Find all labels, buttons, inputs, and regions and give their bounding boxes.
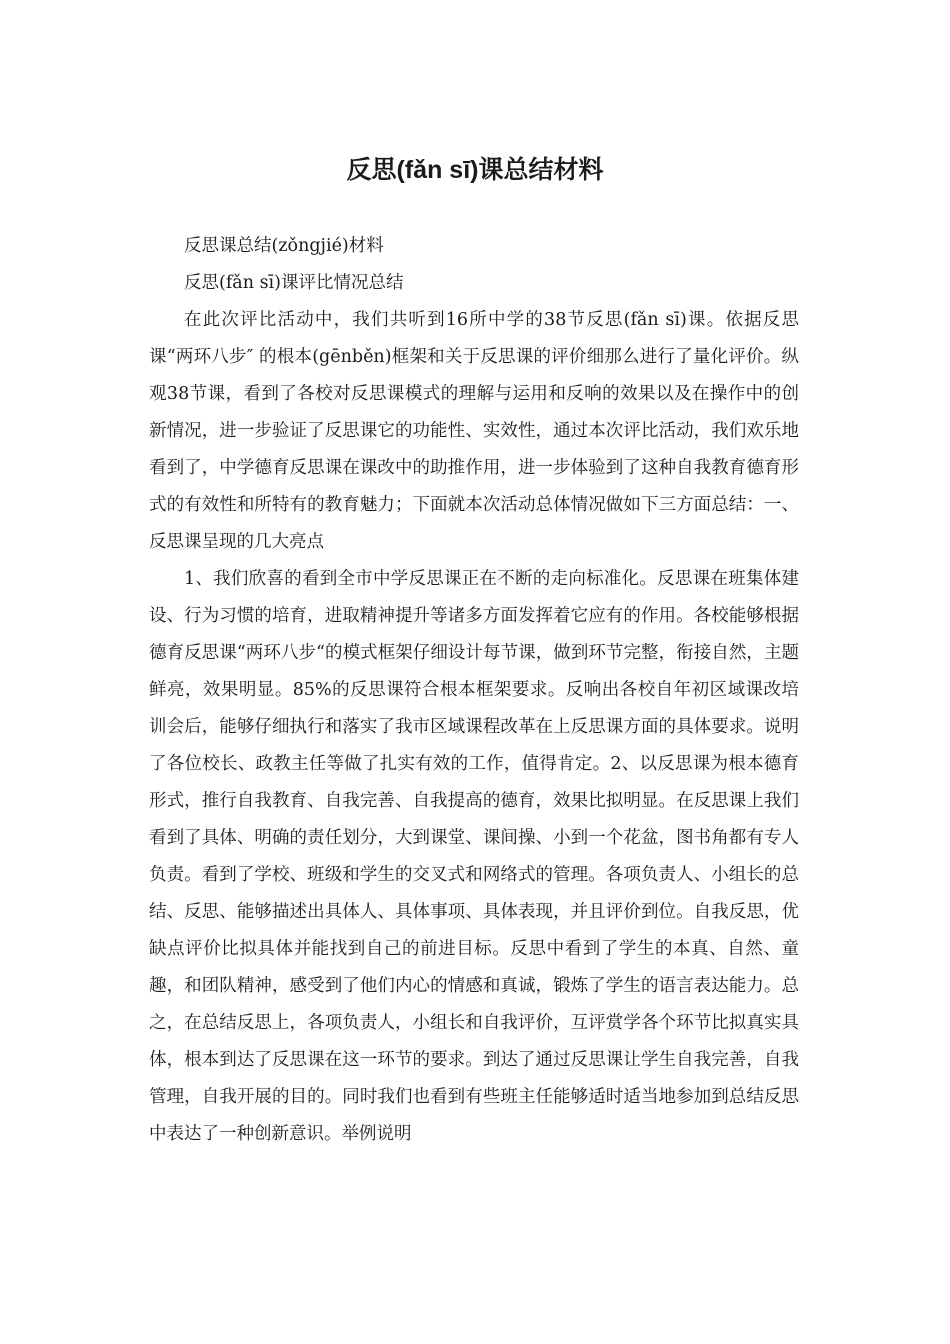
paragraph-highlights: 1、我们欣喜的看到全市中学反思课正在不断的走向标准化。反思课在班集体建设、行为习惯的培育，进取精神提升等诸多方面发挥着它应有的作用。各校能够根据德育反思课“两环八步“的模式框架仔细设计每节课，做到环节完整，衔接自然，主题鲜亮，效果明显。85%的反思课符合根本框架要求。反响出各校自年初区域课改培训会后，能够仔细执行和落实了我市区域课程改革在上反思课方面的具体要求。说明了各位校长、政教主任等做了扎实有效的工作，值得肯定。2、以反思课为根本德育形式，推行自我教育、自我完善、自我提高的德育，效果比拟明显。在反思课上我们看到了具体、明确的责任划分，大到课堂、课间操、小到一个花盆，图书角都有专人负责。看到了学校、班级和学生的交叉式和网络式的管理。各项负责人、小组长的总结、反思、能够描述出具体人、具体事项、具体表现，并且评价到位。自我反思，优缺点评价比拟具体并能找到自己的前进目标。反思中看到了学生的本真、自然、童趣，和团队精神，感受到了他们内心的情感和真诚，锻炼了学生的语言表达能力。总之，在总结反思上，各项负责人，小组长和自我评价，互评赏学各个环节比拟真实具体，根本到达了反思课在这一环节的要求。到达了通过反思课让学生自我完善，自我管理，自我开展的目的。同时我们也看到有些班主任能够适时适当地参加到总结反思中表达了一种创新意识。举例说明 bbox=[149, 569, 799, 1144]
document-body bbox=[149, 228, 799, 1153]
paragraph-subtitle: 反思课总结(zǒngjié)材料 bbox=[184, 236, 384, 256]
document-title: 反思(fǎn sī)课总结材料 bbox=[346, 156, 604, 184]
paragraph-heading: 反思(fǎn sī)课评比情况总结 bbox=[184, 273, 404, 293]
paragraph-intro: 在此次评比活动中，我们共听到16所中学的38节反思(fǎn sī)课。依据反思课“两环八步″ 的根本(gēnběn)框架和关于反思课的评价细那么进行了量化评价。纵观38节课，看到了各校对反思课模式的理解与运用和反响的效果以及在操作中的创新情况，进一步验证了反思课它的功能性、实效性，通过本次评比活动，我们欢乐地看到了，中学德育反思课在课改中的助推作用，进一步体验到了这种自我教育德育形式的有效性和所特有的教育魅力；下面就本次活动总体情况做如下三方面总结：一、反思课呈现的几大亮点 bbox=[149, 310, 799, 552]
